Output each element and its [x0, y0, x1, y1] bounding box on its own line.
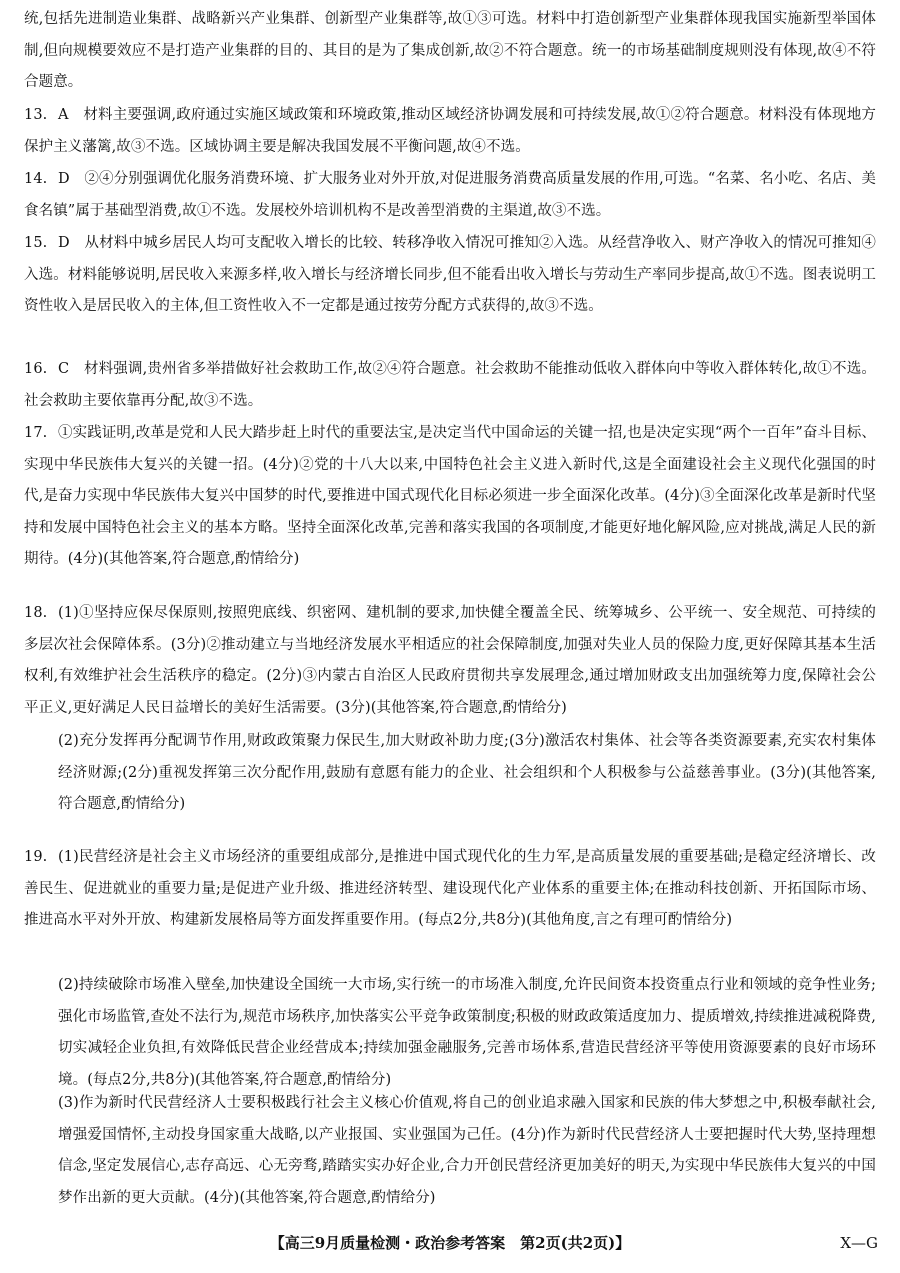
answer-15	[24, 228, 876, 323]
answer-13	[24, 100, 876, 163]
answer-text: C 材料强调,贵州省多举措做好社会救助工作,故②④符合题意。社会救助不能推动低收入群体向中等收入群体转化,故①不选。社会救助主要依靠再分配,故③不选。	[24, 361, 876, 409]
answer-text: D ②④分别强调优化服务消费环境、扩大服务业对外开放,对促进服务消费高质量发展的作用,可选。“名菜、名小吃、名店、美食名镇”属于基础型消费,故①不选。发展校外培训机构不是改善型消费的主渠道,故③不选。	[24, 171, 876, 219]
answer-18-part2	[58, 726, 876, 821]
answer-text: A 材料主要强调,政府通过实施区域政策和环境政策,推动区域经济协调发展和可持续发展,故①②符合题意。材料没有体现地方保护主义藩篱,故③不选。区域协调主要是解决我国发展不平衡问题,故④不选。	[24, 107, 876, 155]
question-number: 15.	[24, 235, 48, 251]
paragraph-text: 统,包括先进制造业集群、战略新兴产业集群、创新型产业集群等,故①③可选。材料中打造创新型产业集群体现我国实施新型举国体制,但向规模要效应不是打造产业集群的目的、其目的是为了集成创新,故②不符合题意。统一的市场基础制度规则没有体现,故④不符合题意。	[24, 11, 876, 90]
answer-text: (3)作为新时代民营经济人士要积极践行社会主义核心价值观,将自己的创业追求融入国家和民族的伟大梦想之中,积极奉献社会,增强爱国情怀,主动投身国家重大战略,以产业报国、实业强国为己任。(4分)作为新时代民营经济人士要把握时代大势,坚持理想信念,坚定发展信心,志存高远、心无旁骛,踏踏实实办好企业,合力开创民营经济更加美好的明天,为实现中华民族伟大复兴的中国梦作出新的更大贡献。(4分)(其他答案,符合题意,酌情给分)	[58, 1095, 876, 1206]
paragraph-continuation	[24, 4, 876, 99]
page-footer	[0, 1228, 900, 1258]
question-number: 18.	[24, 605, 48, 621]
answer-17	[24, 418, 876, 576]
footer-code: X—G	[840, 1234, 878, 1252]
answer-text: (2)充分发挥再分配调节作用,财政政策聚力保民生,加大财政补助力度;(3分)激活农村集体、社会等各类资源要素,充实农村集体经济财源;(2分)重视发挥第三次分配作用,鼓励有意愿有能力的企业、社会组织和个人积极参与公益慈善事业。(3分)(其他答案,符合题意,酌情给分)	[58, 733, 876, 812]
question-number: 16.	[24, 361, 48, 377]
answer-text: (1)①坚持应保尽保原则,按照兜底线、织密网、建机制的要求,加快健全覆盖全民、统筹城乡、公平统一、安全规范、可持续的多层次社会保障体系。(3分)②推动建立与当地经济发展水平相适应的社会保障制度,加强对失业人员的保险力度,更好保障其基本生活权利,有效维护社会生活秩序的稳定。(2分)③内蒙古自治区人民政府贯彻共享发展理念,通过增加财政支出加强统筹力度,保障社会公平正义,更好满足人民日益增长的美好生活需要。(3分)(其他答案,符合题意,酌情给分)	[24, 605, 876, 716]
answer-19-part2	[58, 970, 876, 1096]
answer-19-part3	[58, 1088, 876, 1214]
footer-title: 【高三9月质量检测・政治参考答案 第2页(共2页)】	[269, 1234, 631, 1252]
question-number: 14.	[24, 171, 48, 187]
question-number: 19.	[24, 849, 48, 865]
answer-text: D 从材料中城乡居民人均可支配收入增长的比较、转移净收入情况可推知②入选。从经营净收入、财产净收入的情况可推知④入选。材料能够说明,居民收入来源多样,收入增长与经济增长同步,但不能看出收入增长与劳动生产率同步提高,故①不选。图表说明工资性收入是居民收入的主体,但工资性收入不一定都是通过按劳分配方式获得的,故③不选。	[24, 235, 876, 314]
answer-text: (1)民营经济是社会主义市场经济的重要组成部分,是推进中国式现代化的生力军,是高质量发展的重要基础;是稳定经济增长、改善民生、促进就业的重要力量;是促进产业升级、推进经济转型、建设现代化产业体系的重要主体;在推动科技创新、开拓国际市场、推进高水平对外开放、构建新发展格局等方面发挥重要作用。(每点2分,共8分)(其他角度,言之有理可酌情给分)	[24, 849, 876, 928]
question-number: 13.	[24, 107, 48, 123]
question-number: 17.	[24, 425, 48, 441]
answer-16	[24, 354, 876, 417]
answer-18-part1	[24, 598, 876, 724]
answer-19-part1	[24, 842, 876, 937]
answer-14	[24, 164, 876, 227]
answer-text: ①实践证明,改革是党和人民大踏步赶上时代的重要法宝,是决定当代中国命运的关键一招,也是决定实现“两个一百年”奋斗目标、实现中华民族伟大复兴的关键一招。(4分)②党的十八大以来,中国特色社会主义进入新时代,这是全面建设社会主义现代化强国的时代,是奋力实现中华民族伟大复兴中国梦的时代,要推进中国式现代化目标必须进一步全面深化改革。(4分)③全面深化改革是新时代坚持和发展中国特色社会主义的基本方略。坚持全面深化改革,完善和落实我国的各项制度,才能更好地化解风险,应对挑战,满足人民的新期待。(4分)(其他答案,符合题意,酌情给分)	[24, 425, 876, 567]
answer-text: (2)持续破除市场准入壁垒,加快建设全国统一大市场,实行统一的市场准入制度,允许民间资本投资重点行业和领域的竞争性业务;强化市场监管,查处不法行为,规范市场秩序,加快落实公平竞争政策制度;积极的财政政策适度加力、提质增效,持续推进减税降费,切实减轻企业负担,有效降低民营企业经营成本;持续加强金融服务,完善市场体系,营造民营经济平等使用资源要素的良好市场环境。(每点2分,共8分)(其他答案,符合题意,酌情给分)	[58, 977, 876, 1088]
